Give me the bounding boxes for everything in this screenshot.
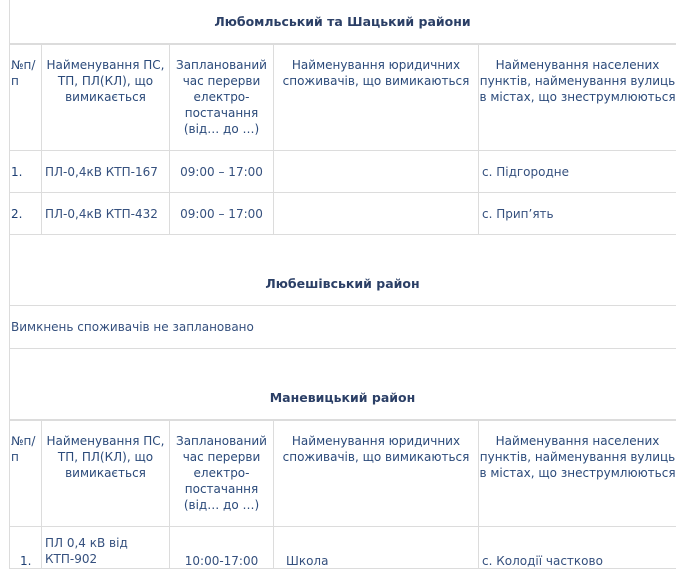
row-consumers: Школа [274, 527, 479, 569]
header-object: Найменування ПС, ТП, ПЛ(КЛ), що вимикається [42, 45, 170, 151]
header-object: Найменування ПС, ТП, ПЛ(КЛ), що вимикається [42, 421, 170, 527]
row-time: 10:00-17:00 [170, 527, 274, 569]
row-object: ПЛ-0,4кВ КТП-167 [42, 151, 170, 193]
row-object: ПЛ-0,4кВ КТП-432 [42, 193, 170, 235]
row-number: 1. [10, 527, 42, 569]
table-header-row [10, 45, 676, 151]
outage-table-lyuboml-shatsk [9, 44, 676, 235]
header-number: №п/п [10, 421, 42, 527]
header-time: Запланований час перерви електро-постачання (від… до …) [170, 45, 274, 151]
row-settlement: с. Прип’ять [479, 193, 676, 235]
row-settlement: с. Колодії частково [479, 527, 676, 569]
row-settlement: с. Підгородне [479, 151, 676, 193]
row-time: 09:00 – 17:00 [170, 193, 274, 235]
section-title-lyubeshiv: Любешівський район [9, 235, 676, 306]
outage-table-manevychi [9, 420, 676, 569]
header-number: №п/п [10, 45, 42, 151]
no-outages-notice: Вимкнень споживачів не заплановано [9, 306, 676, 349]
section-title-manevychi: Маневицький район [9, 349, 676, 420]
row-number: 2. [10, 193, 42, 235]
header-consumers: Найменування юридичних споживачів, що вимикаються [274, 421, 479, 527]
header-settlements: Найменування населених пунктів, найменування вулиць в містах, що знеструмлюються [479, 45, 676, 151]
table-header-row [10, 421, 676, 527]
section-title-lyuboml-shatsk: Любомльський та Шацький райони [9, 0, 676, 44]
row-object: ПЛ 0,4 кВ від КТП-902 [42, 527, 170, 569]
header-settlements: Найменування населених пунктів, найменування вулиць в містах, що знеструмлюються [479, 421, 676, 527]
header-time: Запланований час перерви електро-постачання (від… до …) [170, 421, 274, 527]
row-number: 1. [10, 151, 42, 193]
table-row [10, 193, 676, 235]
schedule-document [9, 0, 676, 569]
table-row [10, 151, 676, 193]
row-consumers [274, 151, 479, 193]
row-time: 09:00 – 17:00 [170, 151, 274, 193]
row-consumers [274, 193, 479, 235]
header-consumers: Найменування юридичних споживачів, що вимикаються [274, 45, 479, 151]
table-row [10, 527, 676, 569]
